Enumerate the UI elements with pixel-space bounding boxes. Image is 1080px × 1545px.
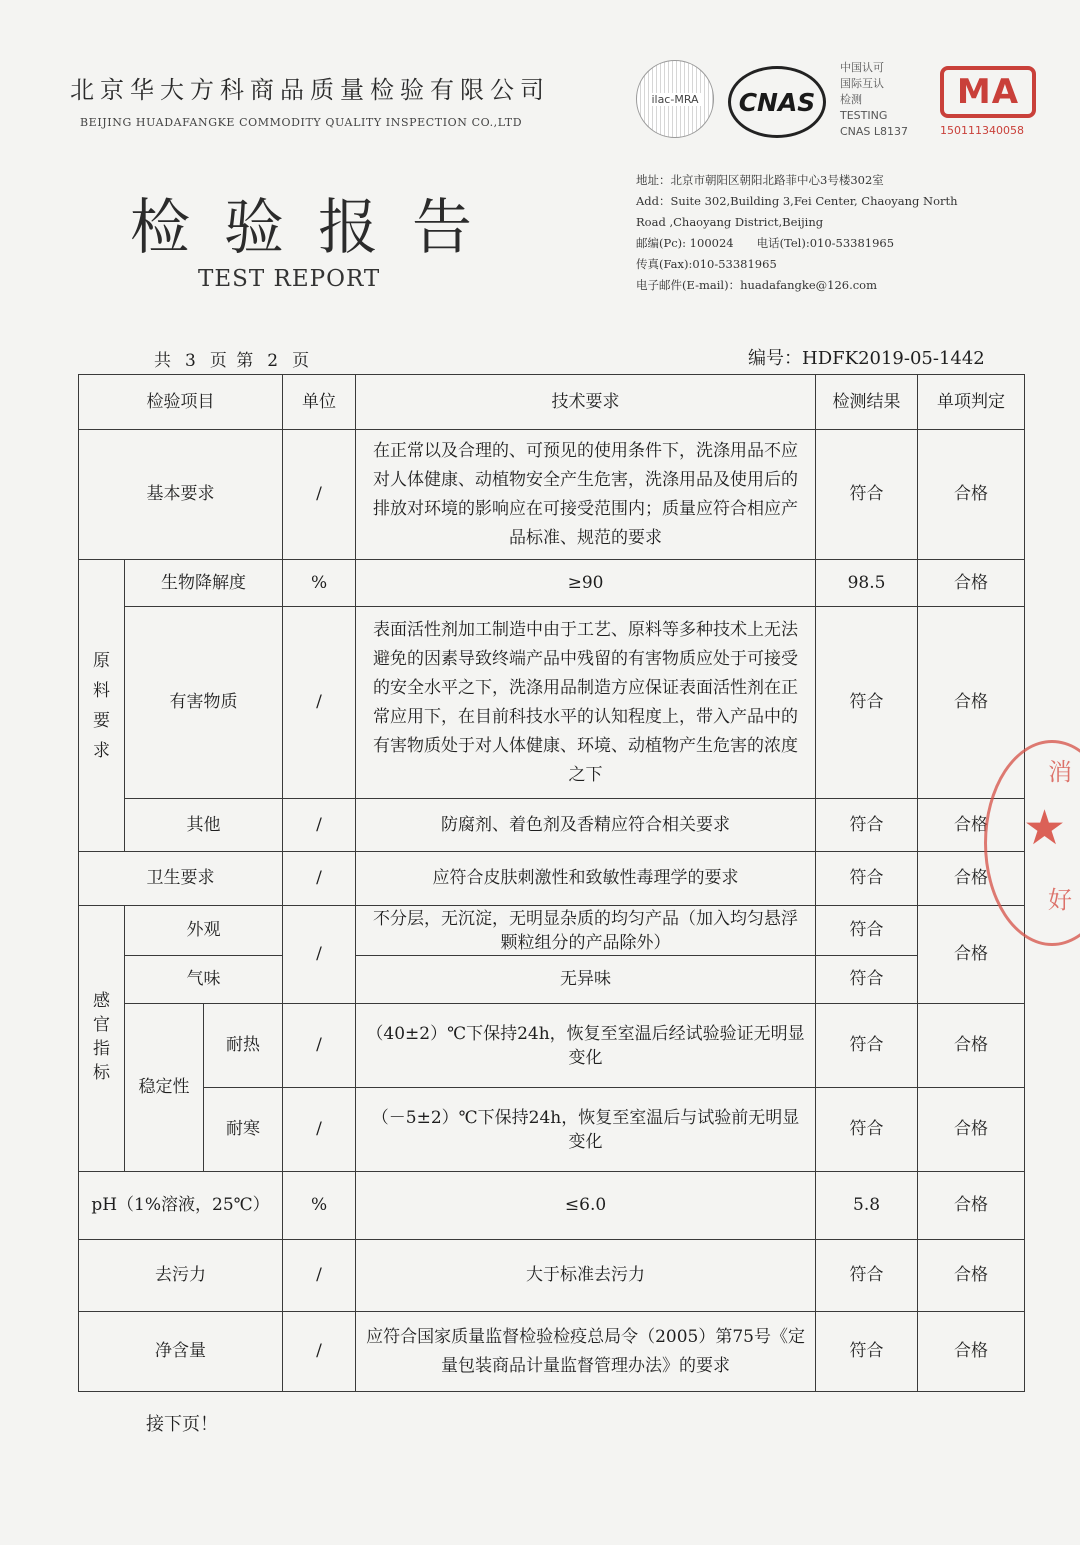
item-cell: 基本要求	[79, 430, 283, 560]
ilac-mra-logo	[636, 60, 714, 138]
header-unit: 单位	[283, 375, 356, 430]
requirement-cell: （40±2）℃下保持24h，恢复至室温后经试验验证无明显变化	[356, 1004, 816, 1088]
cnas-text-line: 国际互认	[840, 77, 884, 90]
header-requirement: 技术要求	[356, 375, 816, 430]
judgement-cell: 合格	[918, 1004, 1025, 1088]
unit-cell: /	[283, 1312, 356, 1392]
requirement-cell: 在正常以及合理的、可预见的使用条件下，洗涤用品不应对人体健康、动植物安全产生危害，洗涤用品及使用后的排放对环境的影响应在可接受范围内；质量应符合相应产品标准、规范的要求	[356, 430, 816, 560]
address-line: 传真(Fax):010-53381965	[636, 257, 777, 271]
group-label: 原料要求	[93, 650, 110, 761]
table-row	[79, 1172, 1025, 1240]
header-result: 检测结果	[816, 375, 918, 430]
page-post: 页	[292, 351, 312, 371]
page-pre: 共	[154, 351, 173, 371]
requirement-cell: （－5±2）℃下保持24h，恢复至室温后与试验前无明显变化	[356, 1088, 816, 1172]
requirement-cell: 应符合皮肤刺激性和致敏性毒理学的要求	[356, 852, 816, 906]
judgement-cell: 合格	[918, 1088, 1025, 1172]
judgement-cell: 合格	[918, 1172, 1025, 1240]
judgement-cell: 合格	[918, 607, 1025, 799]
result-cell: 符合	[816, 1240, 918, 1312]
item-cell: pH（1%溶液，25℃）	[79, 1172, 283, 1240]
raw-material-group-cell	[79, 560, 125, 852]
test-results-table	[78, 374, 1025, 1392]
table-row	[79, 852, 1025, 906]
item-cell: 有害物质	[125, 607, 283, 799]
judgement-cell: 合格	[918, 852, 1025, 906]
unit-cell: /	[283, 852, 356, 906]
company-address-block	[636, 170, 958, 296]
table-row	[79, 799, 1025, 852]
cnas-text-line: CNAS L8137	[840, 125, 909, 138]
unit-cell: /	[283, 1240, 356, 1312]
table-row	[79, 1004, 1025, 1088]
result-cell: 符合	[816, 1088, 918, 1172]
group-label: 感官指标	[93, 991, 110, 1083]
page-total: 3	[185, 351, 198, 371]
header-judgement: 单项判定	[918, 375, 1025, 430]
stamp-text-top: 消	[1048, 758, 1072, 786]
judgement-cell: 合格	[918, 430, 1025, 560]
continued-note: 接下页！	[146, 1414, 218, 1435]
result-cell: 符合	[816, 1004, 918, 1088]
table-row	[79, 1312, 1025, 1392]
unit-cell: %	[283, 560, 356, 607]
judgement-cell: 合格	[918, 799, 1025, 852]
table-row	[79, 906, 1025, 956]
page-current: 2	[267, 351, 281, 371]
unit-cell: /	[283, 906, 356, 1004]
ilac-logo-text: ilac-MRA	[651, 92, 699, 106]
unit-cell: /	[283, 1004, 356, 1088]
cnas-text-line: 中国认可	[840, 61, 884, 74]
result-cell: 符合	[816, 607, 918, 799]
result-cell: 符合	[816, 1312, 918, 1392]
result-cell: 符合	[816, 799, 918, 852]
result-cell: 符合	[816, 906, 918, 956]
stability-cell: 稳定性	[125, 1004, 204, 1172]
cma-number: 150111340058	[940, 124, 1024, 137]
report-title-en: TEST REPORT	[198, 266, 381, 292]
table-row	[79, 560, 1025, 607]
header-item: 检验项目	[79, 375, 283, 430]
unit-cell: /	[283, 799, 356, 852]
table-row	[79, 1088, 1025, 1172]
star-icon: ★	[1022, 800, 1066, 856]
item-cell: 卫生要求	[79, 852, 283, 906]
sensory-group-cell	[79, 906, 125, 1172]
result-cell: 5.8	[816, 1172, 918, 1240]
table-row	[79, 1240, 1025, 1312]
judgement-cell: 合格	[918, 560, 1025, 607]
requirement-cell: 无异味	[356, 956, 816, 1004]
table-row	[79, 956, 1025, 1004]
report-number: 编号：HDFK2019-05-1442	[748, 348, 985, 369]
table-row	[79, 430, 1025, 560]
address-line: 地址：北京市朝阳区朝阳北路菲中心3号楼302室	[636, 173, 884, 187]
requirement-cell: 防腐剂、着色剂及香精应符合相关要求	[356, 799, 816, 852]
report-title-cn: 检验报告	[130, 193, 506, 263]
company-name-cn: 北京华大方科商品质量检验有限公司	[70, 76, 550, 104]
page-indicator	[148, 346, 317, 371]
item-cell: 去污力	[79, 1240, 283, 1312]
unit-cell: /	[283, 430, 356, 560]
cnas-logo	[728, 66, 826, 138]
requirement-cell: 应符合国家质量监督检验检疫总局令（2005）第75号《定量包装商品计量监督管理办法》的要求	[356, 1312, 816, 1392]
table-header-row	[79, 375, 1025, 430]
cnas-logo-text: CNAS	[738, 87, 816, 117]
page-mid: 页 第	[209, 351, 256, 371]
cnas-text-line: TESTING	[840, 109, 888, 122]
item-cell: 其他	[125, 799, 283, 852]
item-cell: 生物降解度	[125, 560, 283, 607]
requirement-cell: 不分层，无沉淀，无明显杂质的均匀产品（加入均匀悬浮颗粒组分的产品除外）	[356, 906, 816, 956]
result-cell: 符合	[816, 956, 918, 1004]
judgement-cell: 合格	[918, 1312, 1025, 1392]
judgement-cell: 合格	[918, 1240, 1025, 1312]
address-line: Add：Suite 302,Building 3,Fei Center, Chaoyang North	[636, 194, 958, 208]
address-line: Road ,Chaoyang District,Beijing	[636, 215, 824, 229]
company-name-en: BEIJING HUADAFANGKE COMMODITY QUALITY INSPECTION CO.,LTD	[80, 116, 523, 129]
item-cell: 耐热	[204, 1004, 283, 1088]
table-row	[79, 607, 1025, 799]
result-cell: 98.5	[816, 560, 918, 607]
requirement-cell: ≥90	[356, 560, 816, 607]
judgement-cell: 合格	[918, 906, 1025, 1004]
address-line: 电子邮件(E-mail)：huadafangke@126.com	[636, 278, 877, 292]
unit-cell: %	[283, 1172, 356, 1240]
stamp-text-bottom: 好	[1048, 886, 1072, 914]
requirement-cell: ≤6.0	[356, 1172, 816, 1240]
unit-cell: /	[283, 607, 356, 799]
result-cell: 符合	[816, 852, 918, 906]
result-cell: 符合	[816, 430, 918, 560]
item-cell: 外观	[125, 906, 283, 956]
requirement-cell: 大于标准去污力	[356, 1240, 816, 1312]
cma-logo	[940, 66, 1036, 118]
address-line: 邮编(Pc): 100024 电话(Tel):010-53381965	[636, 236, 895, 250]
item-cell: 净含量	[79, 1312, 283, 1392]
requirement-cell: 表面活性剂加工制造中由于工艺、原料等多种技术上无法避免的因素导致终端产品中残留的有害物质应处于可接受的安全水平之下，洗涤用品制造方应保证表面活性剂在正常应用下，在目前科技水平的认知程度上，带入产品中的有害物质处于对人体健康、环境、动植物产生危害的浓度之下	[356, 607, 816, 799]
item-cell: 气味	[125, 956, 283, 1004]
item-cell: 耐寒	[204, 1088, 283, 1172]
unit-cell: /	[283, 1088, 356, 1172]
cnas-accreditation-text	[840, 60, 908, 140]
cma-logo-text: MA	[956, 72, 1020, 112]
cnas-text-line: 检测	[840, 93, 862, 106]
